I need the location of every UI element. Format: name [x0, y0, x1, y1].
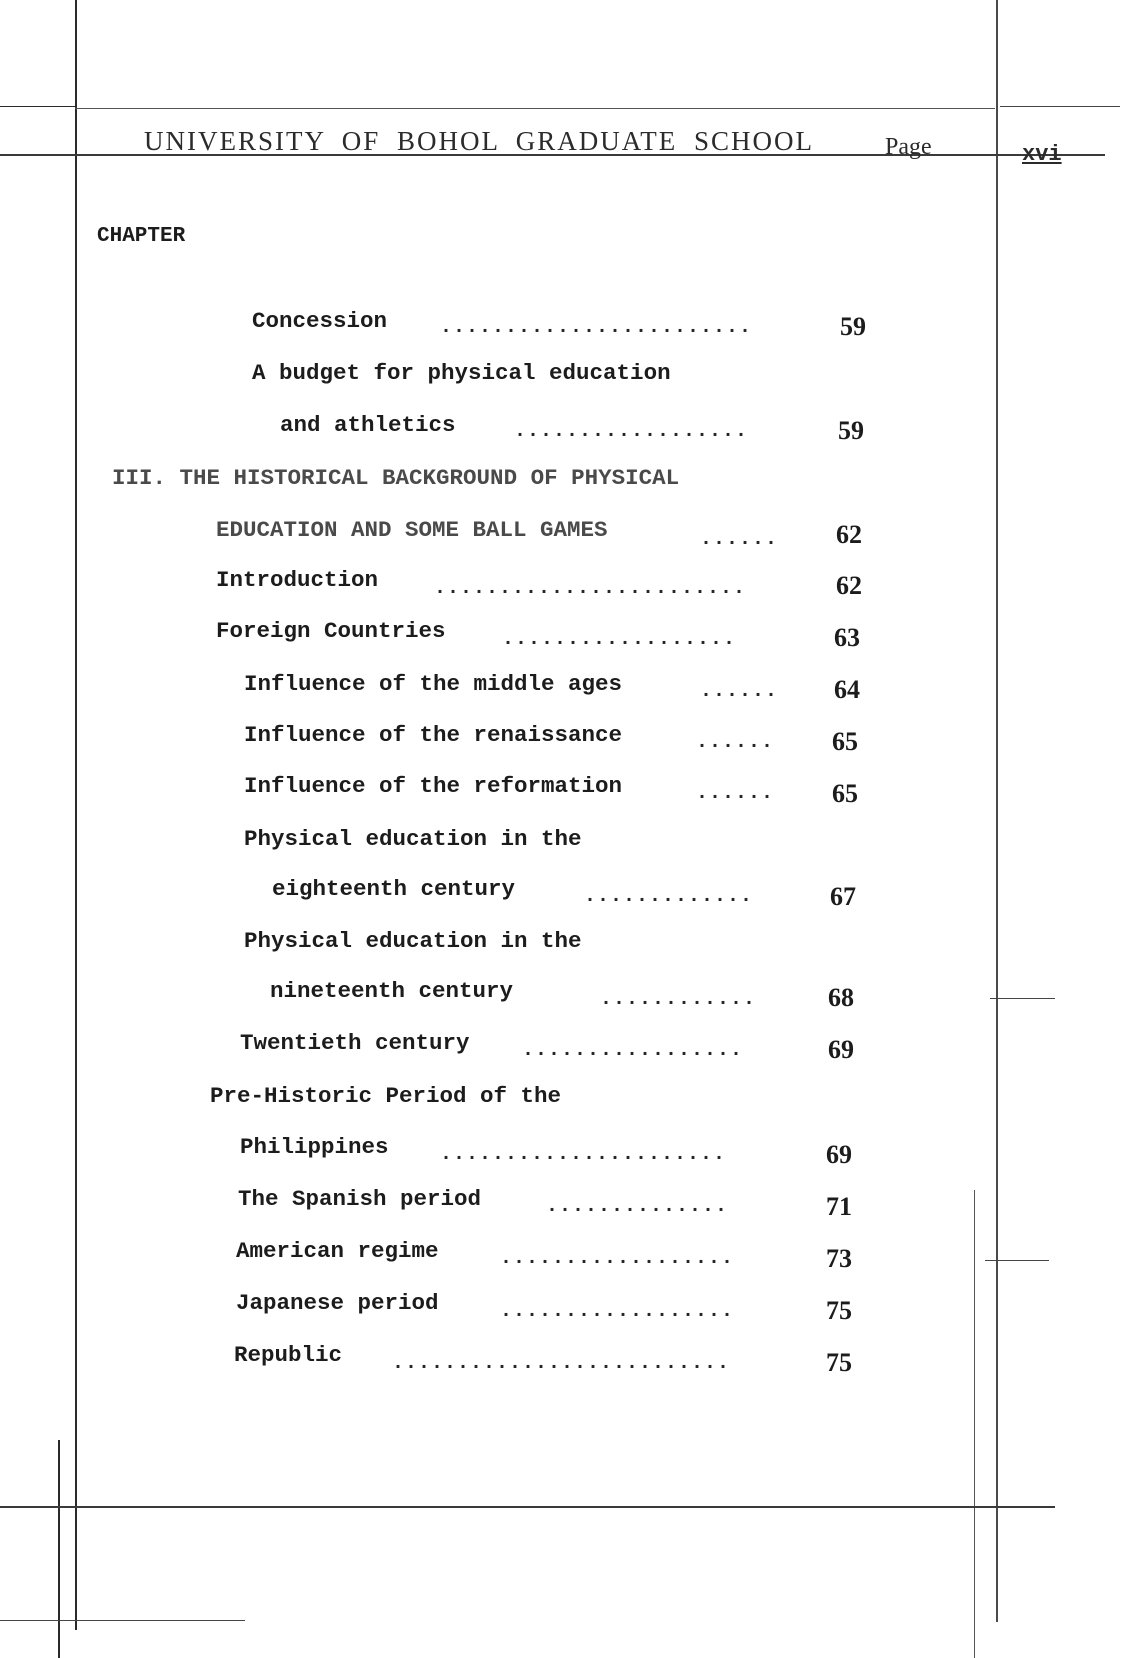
toc-leader: ......................	[440, 1143, 727, 1166]
toc-page-number: 62	[836, 520, 862, 549]
toc-leader: .................	[522, 1039, 744, 1062]
toc-page-number: 67	[830, 882, 856, 911]
page-number: xvi	[1022, 142, 1062, 167]
toc-entry-spanish-period: The Spanish period	[238, 1186, 482, 1212]
toc-leader: ..................	[502, 628, 737, 651]
toc-entry-renaissance: Influence of the renaissance	[244, 722, 623, 748]
right-outer-rule	[974, 1190, 975, 1658]
toc-page-number: 71	[826, 1192, 852, 1221]
toc-entry-pre-historic-line1: Pre-Historic Period of the	[210, 1083, 562, 1109]
chapter-label: CHAPTER	[97, 225, 186, 248]
page-header-title: UNIVERSITY OF BOHOL GRADUATE SCHOOL	[144, 126, 815, 156]
toc-entry-republic: Republic	[234, 1342, 343, 1368]
right-margin-rule	[996, 0, 998, 1622]
toc-entry-reformation: Influence of the reformation	[244, 773, 623, 799]
toc-entry-introduction: Introduction	[216, 567, 379, 593]
toc-leader: ......	[696, 731, 775, 754]
right-top-rule	[1000, 106, 1120, 107]
toc-page-number: 69	[828, 1035, 854, 1064]
toc-page-number: 75	[826, 1296, 852, 1325]
toc-entry-education-ball-games: EDUCATION AND SOME BALL GAMES	[216, 517, 608, 543]
toc-leader: ......	[700, 680, 779, 703]
toc-entry-eighteenth-century: eighteenth century	[272, 876, 516, 902]
toc-leader: ............	[600, 988, 757, 1011]
toc-entry-twentieth-century: Twentieth century	[240, 1030, 470, 1056]
toc-chapter-heading: III. THE HISTORICAL BACKGROUND OF PHYSICAL	[112, 465, 680, 491]
toc-page-number: 65	[832, 779, 858, 808]
toc-page-number: 63	[834, 623, 860, 652]
toc-leader: ..................	[514, 420, 749, 443]
toc-leader: ......	[700, 528, 779, 551]
toc-page-number: 64	[834, 675, 860, 704]
toc-page-number: 75	[826, 1348, 852, 1377]
toc-entry-concession: Concession	[252, 308, 388, 334]
header-top-rule	[75, 108, 995, 109]
toc-leader: ......	[696, 782, 775, 805]
toc-leader: ..................	[500, 1247, 735, 1270]
toc-entry-middle-ages: Influence of the middle ages	[244, 671, 623, 697]
footer-rule	[0, 1506, 1055, 1508]
toc-entry-philippines: Philippines	[240, 1134, 389, 1160]
bottom-left-rule	[0, 1620, 245, 1621]
toc-leader: ..............	[546, 1195, 729, 1218]
toc-entry-foreign-countries: Foreign Countries	[216, 618, 446, 644]
toc-leader: ........................	[434, 577, 747, 600]
toc-leader: ........................	[440, 316, 753, 339]
toc-page-number: 68	[828, 983, 854, 1012]
toc-entry-nineteenth-century: nineteenth century	[270, 978, 514, 1004]
toc-leader: .............	[584, 885, 754, 908]
toc-entry-american-regime: American regime	[236, 1238, 439, 1264]
top-left-rule	[0, 106, 75, 107]
toc-entry-japanese-period: Japanese period	[236, 1290, 439, 1316]
left-margin-rule	[75, 0, 77, 1630]
toc-entry-pe-eighteenth-line1: Physical education in the	[244, 826, 582, 852]
toc-page-number: 65	[832, 727, 858, 756]
toc-page-number: 59	[840, 312, 866, 341]
toc-leader: ..........................	[392, 1352, 731, 1375]
toc-page-number: 59	[838, 416, 864, 445]
left-outer-rule	[58, 1440, 60, 1658]
page-header-label: Page	[885, 134, 932, 160]
toc-page-number: 69	[826, 1140, 852, 1169]
right-mid-rule-2	[985, 1260, 1049, 1261]
toc-entry-athletics: and athletics	[280, 412, 456, 438]
toc-entry-budget: A budget for physical education	[252, 360, 671, 386]
toc-entry-pe-nineteenth-line1: Physical education in the	[244, 928, 582, 954]
toc-leader: ..................	[500, 1300, 735, 1323]
right-mid-rule-1	[990, 998, 1055, 999]
toc-page-number: 73	[826, 1244, 852, 1273]
toc-page-number: 62	[836, 571, 862, 600]
